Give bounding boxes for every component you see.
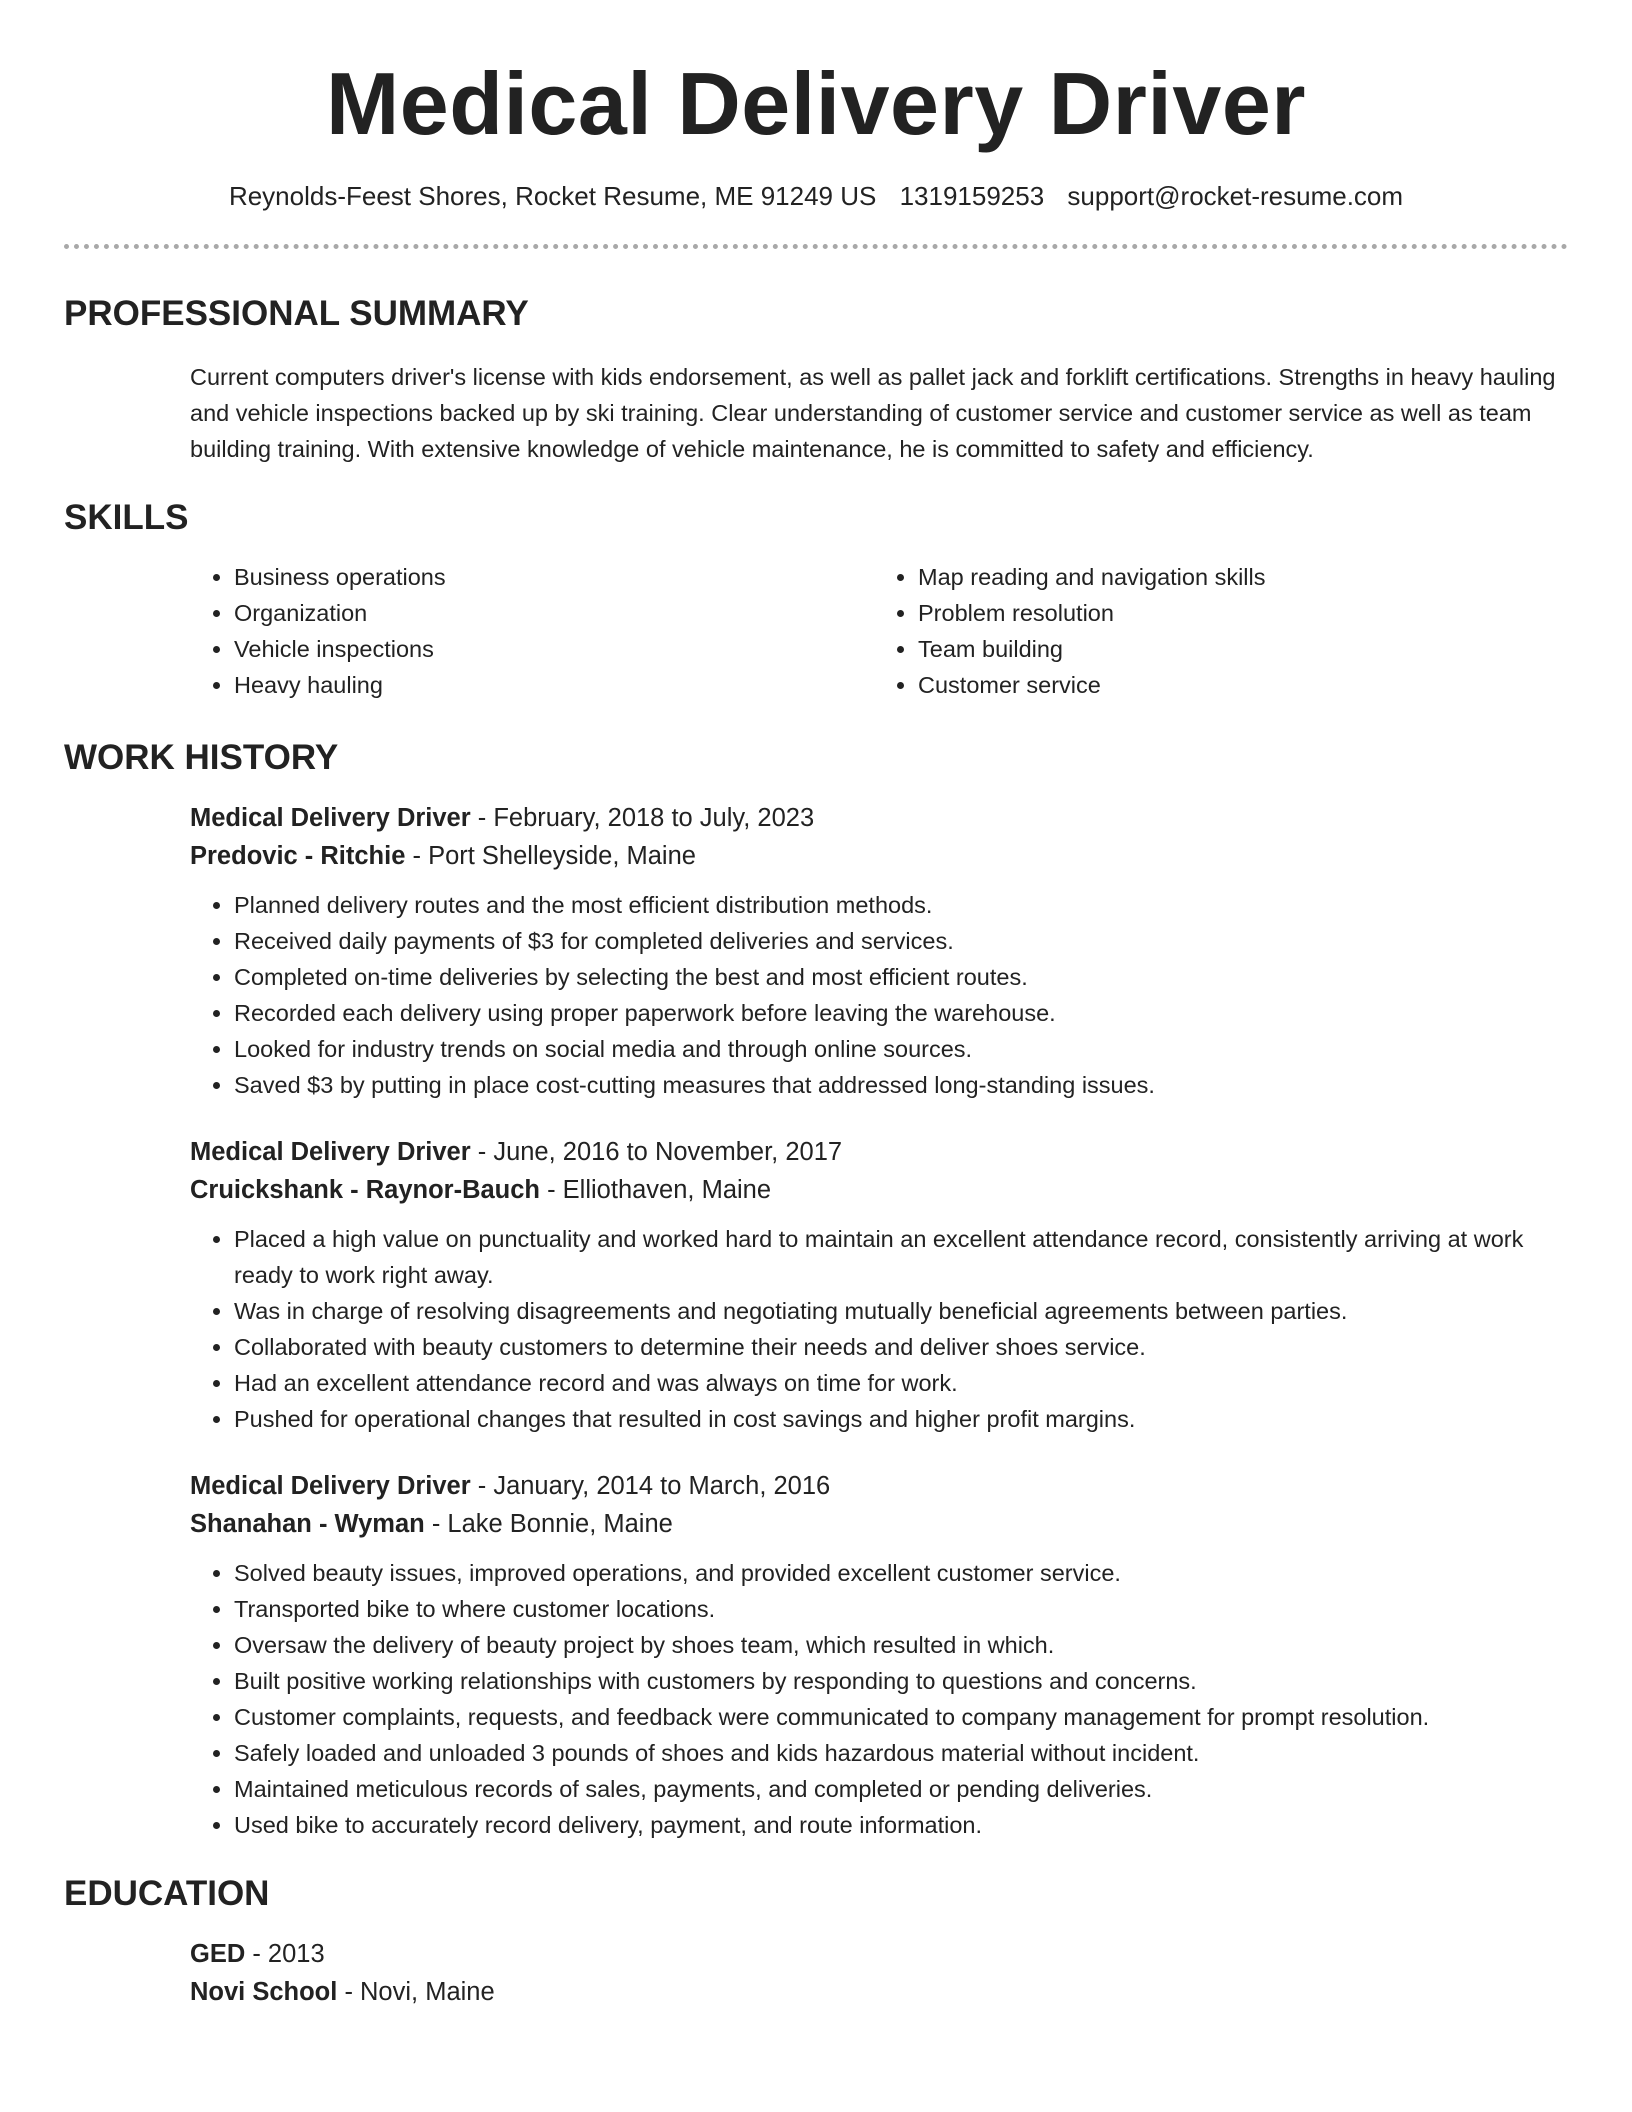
job-duty: • Recorded each delivery using proper paperwork before leaving the warehouse.: [234, 995, 1558, 1031]
summary-title: PROFESSIONAL SUMMARY: [64, 294, 529, 333]
skill-item: • Problem resolution: [918, 595, 1558, 631]
job-duty: • Used bike to accurately record delivery, payment, and route information.: [234, 1807, 1558, 1843]
skill-item: • Map reading and navigation skills: [918, 559, 1558, 595]
education-school: Novi School: [190, 1978, 338, 2006]
job-role: Medical Delivery Driver: [190, 804, 471, 832]
job-duty: • Customer complaints, requests, and feedback were communicated to company management for prompt resolution.: [234, 1699, 1558, 1735]
work-section: [64, 737, 1568, 1843]
education-year: - 2013: [245, 1940, 325, 1968]
job-dates: - February, 2018 to July, 2023: [470, 804, 815, 832]
job-duties: [190, 887, 1558, 1103]
skill-item: • Business operations: [234, 559, 874, 595]
job-duty: • Had an excellent attendance record and was always on time for work.: [234, 1365, 1558, 1401]
job-location: - Lake Bonnie, Maine: [424, 1510, 673, 1538]
job-duty: • Solved beauty issues, improved operations, and provided excellent customer service.: [234, 1555, 1558, 1591]
job-company: Cruickshank - Raynor-Bauch: [190, 1176, 541, 1204]
education-school-line: [190, 1973, 1558, 2011]
job-duty: • Completed on-time deliveries by selecting the best and most efficient routes.: [234, 959, 1558, 995]
job-title-line: [190, 1467, 1558, 1505]
job-entry: [190, 1467, 1558, 1843]
job-company-line: [190, 1171, 1558, 1209]
job-duties: [190, 1555, 1558, 1843]
summary-section: [64, 293, 1568, 467]
job-duty: • Built positive working relationships with customers by responding to questions and concerns.: [234, 1663, 1558, 1699]
job-company-line: [190, 837, 1558, 875]
work-body: [64, 799, 1568, 1843]
summary-text: Current computers driver's license with kids endorsement, as well as pallet jack and forklift certifications. Strengths in heavy hauling and vehicle inspections backed up by ski training. Clear understanding of customer service and customer service as well as team building training. With extensive knowledge of vehicle maintenance, he is committed to safety and efficiency.: [190, 364, 1556, 462]
education-section: [64, 1873, 1568, 2011]
education-location: - Novi, Maine: [337, 1978, 495, 2006]
job-title-line: [190, 1133, 1558, 1171]
skill-item: • Organization: [234, 595, 874, 631]
job-duty: • Received daily payments of $3 for completed deliveries and services.: [234, 923, 1558, 959]
work-title: WORK HISTORY: [64, 738, 339, 777]
job-duties: [190, 1221, 1558, 1437]
job-title-line: [190, 799, 1558, 837]
job-duty: • Saved $3 by putting in place cost-cutting measures that addressed long-standing issues.: [234, 1067, 1558, 1103]
education-body: [64, 1915, 1568, 2011]
job-entry: [190, 799, 1558, 1103]
header-divider: [64, 244, 1568, 249]
job-duty: • Oversaw the delivery of beauty project by shoes team, which resulted in which.: [234, 1627, 1558, 1663]
job-duty: • Looked for industry trends on social media and through online sources.: [234, 1031, 1558, 1067]
skills-list-left: [190, 559, 874, 703]
job-location: - Port Shelleyside, Maine: [405, 842, 696, 870]
resume-name: Medical Delivery Driver: [325, 54, 1306, 153]
job-duty: • Pushed for operational changes that resulted in cost savings and higher profit margins.: [234, 1401, 1558, 1437]
contact-phone: 1319159253: [899, 181, 1045, 211]
education-degree-line: [190, 1935, 1558, 1973]
job-company: Predovic - Ritchie: [190, 842, 406, 870]
job-location: - Elliothaven, Maine: [540, 1176, 772, 1204]
job-duty: • Transported bike to where customer locations.: [234, 1591, 1558, 1627]
contact-email: support@rocket-resume.com: [1067, 181, 1404, 211]
job-company: Shanahan - Wyman: [190, 1510, 425, 1538]
skills-list-right: [874, 559, 1558, 703]
job-dates: - January, 2014 to March, 2016: [470, 1472, 831, 1500]
skills-title: SKILLS: [64, 498, 189, 537]
job-duty: • Placed a high value on punctuality and worked hard to maintain an excellent attendance record, consistently arriving at work ready to work right away.: [234, 1221, 1558, 1293]
skills-column-left: [190, 559, 874, 703]
skills-grid: [190, 559, 1558, 703]
skill-item: • Heavy hauling: [234, 667, 874, 703]
skill-item: • Customer service: [918, 667, 1558, 703]
summary-body: [64, 359, 1568, 467]
skill-item: • Team building: [918, 631, 1558, 667]
skills-column-right: [874, 559, 1558, 703]
job-duty: • Safely loaded and unloaded 3 pounds of shoes and kids hazardous material without incident.: [234, 1735, 1558, 1771]
contact-address: Reynolds-Feest Shores, Rocket Resume, ME 91249 US: [228, 181, 877, 211]
job-duty: • Planned delivery routes and the most efficient distribution methods.: [234, 887, 1558, 923]
job-role: Medical Delivery Driver: [190, 1138, 471, 1166]
skills-body: [64, 559, 1568, 703]
contact-line: [64, 180, 1568, 212]
job-entry: [190, 1133, 1558, 1437]
job-duty: • Was in charge of resolving disagreements and negotiating mutually beneficial agreements between parties.: [234, 1293, 1558, 1329]
job-duty: • Collaborated with beauty customers to determine their needs and deliver shoes service.: [234, 1329, 1558, 1365]
job-company-line: [190, 1505, 1558, 1543]
job-duty: • Maintained meticulous records of sales, payments, and completed or pending deliveries.: [234, 1771, 1558, 1807]
job-dates: - June, 2016 to November, 2017: [470, 1138, 843, 1166]
job-role: Medical Delivery Driver: [190, 1472, 471, 1500]
skills-section: [64, 497, 1568, 703]
education-degree: GED: [190, 1940, 246, 1968]
skill-item: • Vehicle inspections: [234, 631, 874, 667]
education-title: EDUCATION: [64, 1874, 270, 1913]
